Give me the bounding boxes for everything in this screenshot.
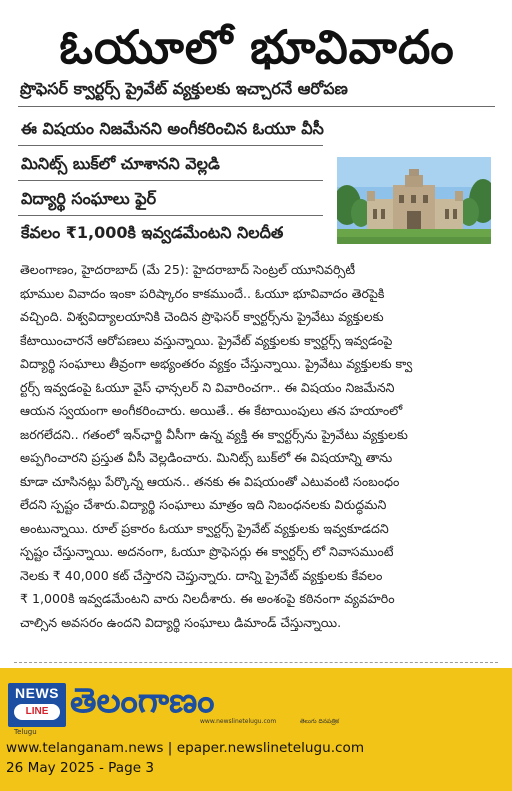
article-subheadline: ప్రొఫెసర్ క్వార్టర్స్ ప్రైవేట్ వ్యక్తులకు ఇచ్చారనే ఆరోపణ (20, 79, 348, 98)
university-building-photo (337, 157, 491, 244)
divider (18, 180, 323, 181)
article-body (20, 258, 496, 634)
body-line: అప్పగించారని ప్రస్తుత వీసీ వెల్లడించారు. మినిట్స్ బుక్‌లో ఈ విషయాన్ని తాను (20, 450, 393, 465)
body-line: కేటాయించారనే ఆరోపణలు వస్తున్నాయి. ప్రైవేట్ వ్యక్తులకు క్వార్టర్స్ ఇవ్వడంపై (20, 332, 393, 348)
brand-subtitle: తెలుగు దినపత్రిక (300, 718, 340, 725)
body-line: వచ్చింది. విశ్వవిద్యాలయానికి చెందిన ప్రొఫెసర్ క్వార్టర్స్‌ను ప్రైవేటు వ్యక్తులకు (20, 309, 384, 324)
body-line: చాల్సిన అవసరం ఉందని విద్యార్థి సంఘాలు డిమాండ్ చేస్తున్నాయి. (20, 614, 342, 630)
body-line: భూముల వివాదం ఇంకా పరిష్కారం కాకముందే.. ఓయూ భూవివాదం తెరపైకి (20, 285, 385, 301)
newsline-logo-line: LINE (14, 704, 60, 720)
divider (18, 145, 323, 146)
divider (18, 215, 323, 216)
brand-tagline: www.newslinetelugu.com (200, 718, 277, 725)
body-line: లేదని స్పష్టం చేశారు.విద్యార్థి సంఘాలు మాత్రం ఇది నిబంధనలకు విరుద్ధమని (20, 497, 387, 512)
body-line: స్పష్టం చేస్తున్నాయి. అదనంగా, ఓయూ ప్రొఫెసర్లు ఈ క్వార్టర్స్ లో నివాసముంటే (20, 544, 394, 559)
edition-date: 26 May 2025 - Page 3 (6, 760, 155, 776)
page-footer (0, 668, 512, 791)
body-line: నెలకు ₹ 40,000 కట్ చేస్తారని చెప్తున్నారు. దాన్ని ప్రైవేట్ వ్యక్తులకు కేవలం (20, 567, 383, 583)
deck-line-2: మినిట్స్ బుక్‌లో చూశానని వెల్లడి (21, 154, 220, 173)
telanganam-brand: తెలంగాణం (70, 681, 215, 721)
website-line: www.telanganam.news | epaper.newslinetelugu.com (6, 740, 365, 756)
deck-line-1: ఈ విషయం నిజమేనని అంగీకరించిన ఓయూ వీసీ (21, 119, 324, 138)
deck-line-3: విద్యార్థి సంఘాలు ఫైర్ (21, 189, 157, 208)
newsline-logo-sub: Telugu (14, 728, 37, 736)
body-line: జరగలేదని.. గతంలో ఇన్‌ఛార్జి వీసీగా ఉన్న వ్యక్తి ఈ క్వార్టర్స్‌ను ప్రైవేటు వ్యక్తులకు (20, 426, 408, 442)
divider (18, 106, 495, 107)
deck-line-4: కేవలం ₹1,000కి ఇవ్వడమేంటని నిలదీత (21, 223, 284, 242)
building-illustration (337, 157, 491, 244)
body-line: అంటున్నాయి. రూల్ ప్రకారం ఓయూ క్వార్టర్స్ ప్రైవేట్ వ్యక్తులకు ఇవ్వకూడదని (20, 520, 389, 536)
body-line: ర్టర్స్ ఇవ్వడంపై ఓయూ వైస్ ఛాన్సలర్ ని వివారించగా.. ఈ విషయం నిజమేనని (20, 379, 395, 395)
body-line: తెలంగాణం, హైదరాబాద్ (మే 25): హైదరాబాద్ సెంట్రల్ యూనివర్సిటీ (20, 262, 356, 277)
body-line: విద్యార్థి సంఘాలు తీవ్రంగా అభ్యంతరం వ్యక్తం చేస్తున్నాయి. ప్రైవేటు వ్యక్తులకు క్వా (20, 356, 413, 371)
body-line: ₹ 1,000కి ఇవ్వడమేంటని వారు నిలదీశారు. ఈ అంశంపై కఠినంగా వ్యవహరిం (20, 591, 395, 606)
dashed-separator (14, 662, 498, 663)
article-headline: ఓయూలో భూవివాదం (59, 20, 455, 74)
body-line: ఆయన స్వయంగా అంగీకరించారు. అయితే.. ఈ కేటాయింపులు తన హయాంలో (20, 403, 403, 418)
body-line: కూడా చూసినట్లు పేర్కొన్న ఆయన.. తనకు ఈ విషయంతో ఎటువంటి సంబంధం (20, 473, 400, 489)
newsline-logo-news: NEWS (15, 685, 59, 701)
